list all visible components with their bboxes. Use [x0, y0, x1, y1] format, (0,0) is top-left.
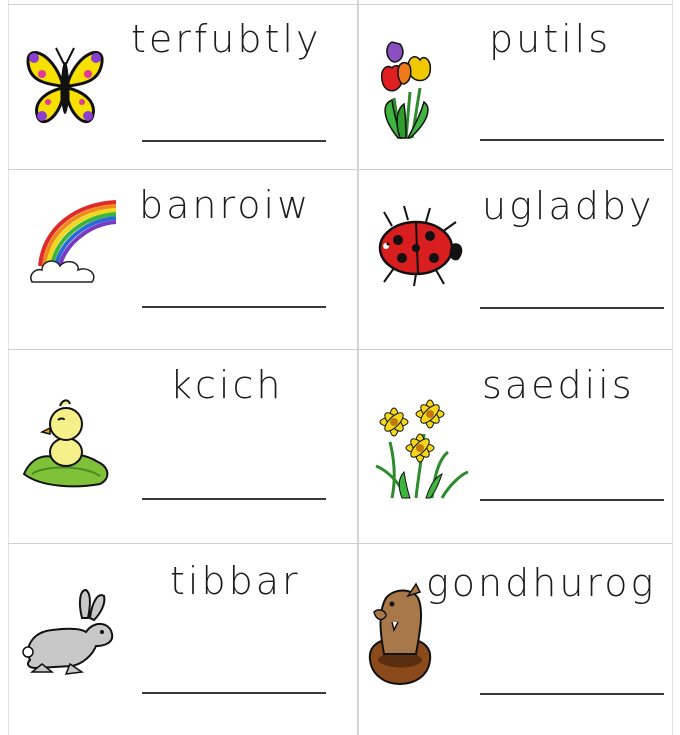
scrambled-word: banroiw: [139, 183, 312, 227]
scrambled-word: gondhurog: [426, 561, 657, 605]
left-border: [8, 0, 9, 735]
rainbow-picture: [28, 196, 118, 288]
scrambled-word: putils: [489, 17, 612, 61]
column-divider: [357, 0, 359, 735]
row-divider: [8, 349, 672, 350]
scrambled-word: saediis: [482, 363, 635, 407]
answer-line[interactable]: [142, 692, 326, 694]
answer-line[interactable]: [480, 139, 664, 141]
answer-line[interactable]: [480, 693, 664, 695]
row-divider: [8, 169, 672, 170]
scrambled-word: terfubtly: [131, 17, 322, 61]
answer-line[interactable]: [142, 140, 326, 142]
scrambled-word: tibbar: [170, 559, 301, 603]
answer-line[interactable]: [480, 499, 664, 501]
chick-picture: [22, 392, 112, 488]
row-divider: [8, 4, 672, 5]
answer-line[interactable]: [142, 498, 326, 500]
scrambled-word: ugladby: [482, 184, 655, 228]
rabbit-picture: [22, 588, 116, 676]
tulips-picture: [376, 38, 436, 142]
butterfly-picture: [22, 42, 108, 130]
answer-line[interactable]: [480, 307, 664, 309]
daisies-picture: [372, 398, 470, 500]
right-border: [672, 0, 673, 735]
row-divider: [8, 543, 672, 544]
answer-line[interactable]: [142, 306, 326, 308]
scrambled-word: kcich: [170, 363, 284, 407]
ladybug-picture: [372, 204, 468, 288]
